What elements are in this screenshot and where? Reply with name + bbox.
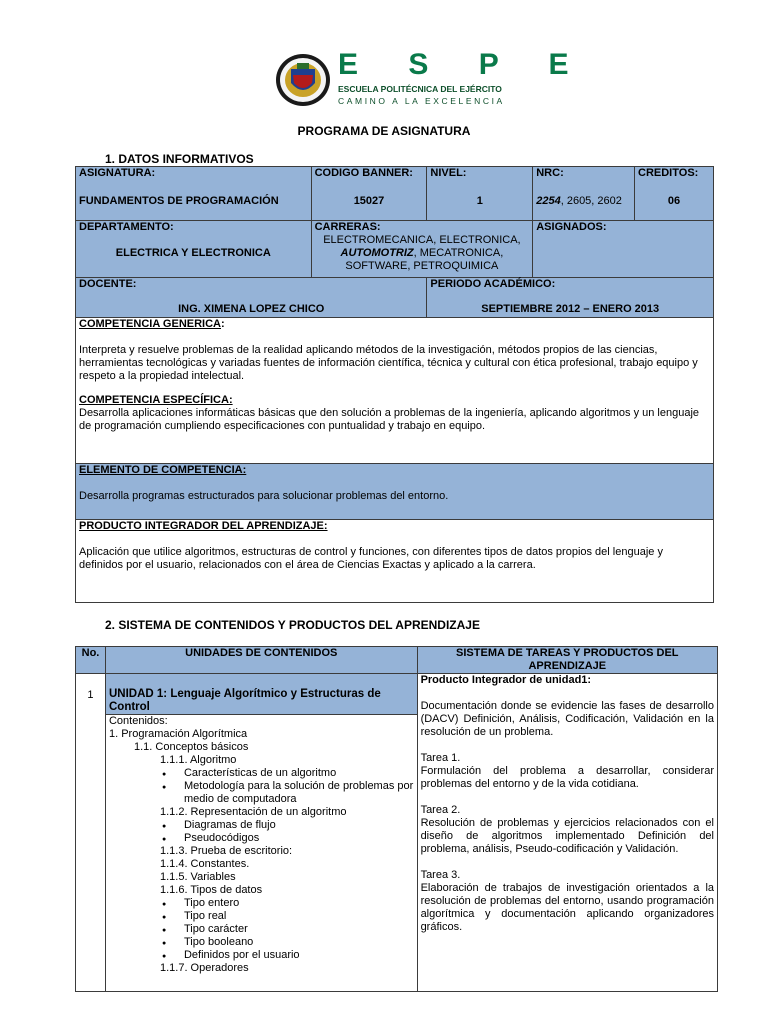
tarea-title: Tarea 2. — [420, 804, 461, 816]
nivel-cell — [427, 167, 533, 221]
departamento-value: ELECTRICA Y ELECTRONICA — [115, 247, 271, 259]
competencia-especifica-text: Desarrolla aplicaciones informáticas básicas que den solución a problemas de la ingeniería, aplicando algoritmos y un lenguaje de programación cumpliendo especificaciones con puntualidad y trabajo en equipo. — [79, 407, 700, 432]
content-bullet-item — [109, 832, 414, 845]
elemento-competencia-cell — [76, 464, 714, 520]
carrera-automotriz: AUTOMOTRIZ — [340, 247, 414, 259]
codigo-cell — [311, 167, 427, 221]
bullet-icon: ● — [161, 823, 167, 830]
content-bullet-item — [109, 767, 414, 780]
content-bullet-text: Tipo real — [183, 910, 227, 922]
nivel-value: 1 — [476, 195, 483, 207]
tarea-title: Tarea 1. — [420, 752, 461, 764]
content-outline-item: 1.1. Conceptos básicos — [133, 741, 249, 753]
elemento-competencia-text: Desarrolla programas estructurados para solucionar problemas del entorno. — [79, 490, 449, 502]
nrc-primary: 2254 — [536, 195, 561, 207]
content-bullet-text: Metodología para la solución de problemas por medio de computadora — [183, 780, 414, 805]
creditos-cell — [635, 167, 714, 221]
content-bullet-item — [109, 936, 414, 949]
school-motto: CAMINO A LA EXCELENCIA — [338, 96, 505, 106]
school-name: ESCUELA POLITÉCNICA DEL EJÉRCITO — [338, 84, 502, 94]
bullet-icon: ● — [161, 901, 167, 908]
competencia-generica-label: COMPETENCIA GENERICA — [79, 318, 221, 330]
nrc-label: NRC: — [536, 167, 564, 179]
bullet-icon: ● — [161, 836, 167, 843]
nrc-others: , 2605, 2602 — [560, 195, 622, 207]
content-bullet-item — [109, 819, 414, 832]
contents-list — [109, 728, 414, 975]
bullet-icon: ● — [161, 914, 167, 921]
content-bullet-item — [109, 897, 414, 910]
codigo-label: CODIGO BANNER: — [314, 167, 413, 179]
periodo-cell — [427, 278, 714, 318]
content-bullet-item — [109, 949, 414, 962]
datos-informativos-table — [75, 166, 714, 603]
bullet-icon: ● — [161, 940, 167, 947]
content-bullet-item — [109, 910, 414, 923]
asignados-label: ASIGNADOS: — [536, 221, 607, 233]
section-2-title: 2. SISTEMA DE CONTENIDOS Y PRODUCTOS DEL APRENDIZAJE — [105, 618, 480, 632]
tarea-text: Resolución de problemas y ejercicios relacionados con el diseño de algoritmos implementado Definición del problema, análisis, Pseudo-codificación y Validación. — [420, 817, 714, 855]
document-title: PROGRAMA DE ASIGNATURA — [297, 124, 471, 138]
nivel-label: NIVEL: — [430, 167, 467, 179]
creditos-label: CREDITOS: — [638, 167, 699, 179]
asignatura-label: ASIGNATURA: — [79, 167, 156, 179]
content-bullet-item — [109, 780, 414, 806]
contenidos-label: Contenidos: — [108, 715, 168, 727]
col-header-unidades: UNIDADES DE CONTENIDOS — [105, 647, 417, 674]
producto-integrador-cell — [76, 520, 714, 603]
content-outline-item: 1.1.6. Tipos de datos — [159, 884, 263, 896]
periodo-value: SEPTIEMBRE 2012 – ENERO 2013 — [481, 303, 660, 315]
asignatura-cell — [76, 167, 312, 221]
content-bullet-text: Definidos por el usuario — [183, 949, 300, 961]
bullet-icon: ● — [161, 771, 167, 778]
carreras-cell — [311, 221, 533, 278]
asignatura-value: FUNDAMENTOS DE PROGRAMACIÓN — [79, 195, 279, 207]
docente-value: ING. XIMENA LOPEZ CHICO — [178, 303, 325, 315]
col-header-tareas: SISTEMA DE TAREAS Y PRODUCTOS DEL APRENDIZAJE — [417, 647, 717, 674]
contenidos-cell — [105, 715, 417, 992]
unidad-title: UNIDAD 1: Lenguaje Algorítmico y Estructuras de Control — [105, 674, 417, 715]
tareas-cell — [417, 674, 717, 992]
section-1-title: 1. DATOS INFORMATIVOS — [105, 152, 254, 166]
content-outline-item: 1.1.7. Operadores — [159, 962, 249, 974]
espe-seal-logo — [275, 53, 331, 107]
competencia-generica-text: Interpreta y resuelve problemas de la realidad aplicando métodos de la investigación, métodos propios de las ciencias, herramientas tecnológicas y variadas fuentes de información científica, técnica y cultural con ética profesional, trabajo equipo y respeto a la propiedad intelectual. — [79, 344, 698, 382]
content-outline-item: 1.1.3. Prueba de escritorio: — [159, 845, 293, 857]
tarea-text: Formulación del problema a desarrollar, considerar problemas del entorno y de la vida cotidiana. — [420, 765, 714, 790]
content-outline-item: 1.1.5. Variables — [159, 871, 236, 883]
codigo-value: 15027 — [353, 195, 385, 207]
periodo-label: PERIODO ACADÉMICO: — [430, 278, 556, 290]
content-bullet-item — [109, 923, 414, 936]
docente-cell — [76, 278, 427, 318]
departamento-label: DEPARTAMENTO: — [79, 221, 174, 233]
carreras-label: CARRERAS: — [314, 221, 381, 233]
contenidos-table — [75, 646, 718, 992]
content-bullet-text: Tipo booleano — [183, 936, 254, 948]
col-header-no: No. — [76, 647, 106, 674]
nrc-value — [536, 195, 631, 208]
producto-unidad-text: Documentación donde se evidencie las fases de desarrollo (DACV) Definición, Análisis, Codificación, Validación en la resolución de un problema. — [420, 700, 714, 738]
carreras-line-3: SOFTWARE, PETROQUIMICA — [345, 260, 499, 272]
content-outline-item: 1. Programación Algorítmica — [108, 728, 248, 740]
tarea-text: Elaboración de trabajos de investigación orientados a la resolución de problemas del entorno, usando programación algorítmica y documentación aplicando organizadores gráficos. — [420, 882, 714, 933]
content-bullet-text: Tipo entero — [183, 897, 240, 909]
content-outline-item: 1.1.4. Constantes. — [159, 858, 250, 870]
producto-integrador-label: PRODUCTO INTEGRADOR DEL APRENDIZAJE: — [79, 520, 328, 532]
espe-wordmark: E S P E — [338, 48, 590, 81]
competencia-especifica-label: COMPETENCIA ESPECÍFICA: — [79, 394, 233, 406]
content-bullet-text: Pseudocódigos — [183, 832, 260, 844]
creditos-value: 06 — [667, 195, 681, 207]
content-outline-item: 1.1.2. Representación de un algoritmo — [159, 806, 347, 818]
tareas-list — [421, 752, 714, 934]
departamento-cell — [76, 221, 312, 278]
competencias-cell — [76, 318, 714, 464]
competencia-generica-colon: : — [221, 318, 225, 330]
nrc-cell — [533, 167, 635, 221]
bullet-icon: ● — [161, 784, 167, 791]
asignados-cell — [533, 221, 714, 278]
bullet-icon: ● — [161, 927, 167, 934]
row-number: 1 — [76, 674, 106, 992]
docente-label: DOCENTE: — [79, 278, 137, 290]
competencia-generica-heading — [79, 318, 710, 331]
content-outline-item: 1.1.1. Algoritmo — [159, 754, 237, 766]
carreras-line-1: ELECTROMECANICA, ELECTRONICA, — [323, 234, 521, 246]
producto-integrador-text: Aplicación que utilice algoritmos, estructuras de control y funciones, con diferentes tipos de datos propios del lenguaje y definidos por el usuario, relacionados con el área de Ciencias Exactas y aplicado a la carrera. — [79, 546, 663, 571]
carreras-line-2-rest: , MECATRONICA, — [413, 247, 504, 259]
carreras-line-2 — [315, 247, 530, 260]
content-bullet-text: Tipo carácter — [183, 923, 248, 935]
producto-unidad-label: Producto Integrador de unidad1: — [420, 674, 592, 686]
content-bullet-text: Características de un algoritmo — [183, 767, 337, 779]
tarea-title: Tarea 3. — [420, 869, 461, 881]
bullet-icon: ● — [161, 953, 167, 960]
elemento-competencia-label: ELEMENTO DE COMPETENCIA: — [79, 464, 247, 476]
content-bullet-text: Diagramas de flujo — [183, 819, 276, 831]
